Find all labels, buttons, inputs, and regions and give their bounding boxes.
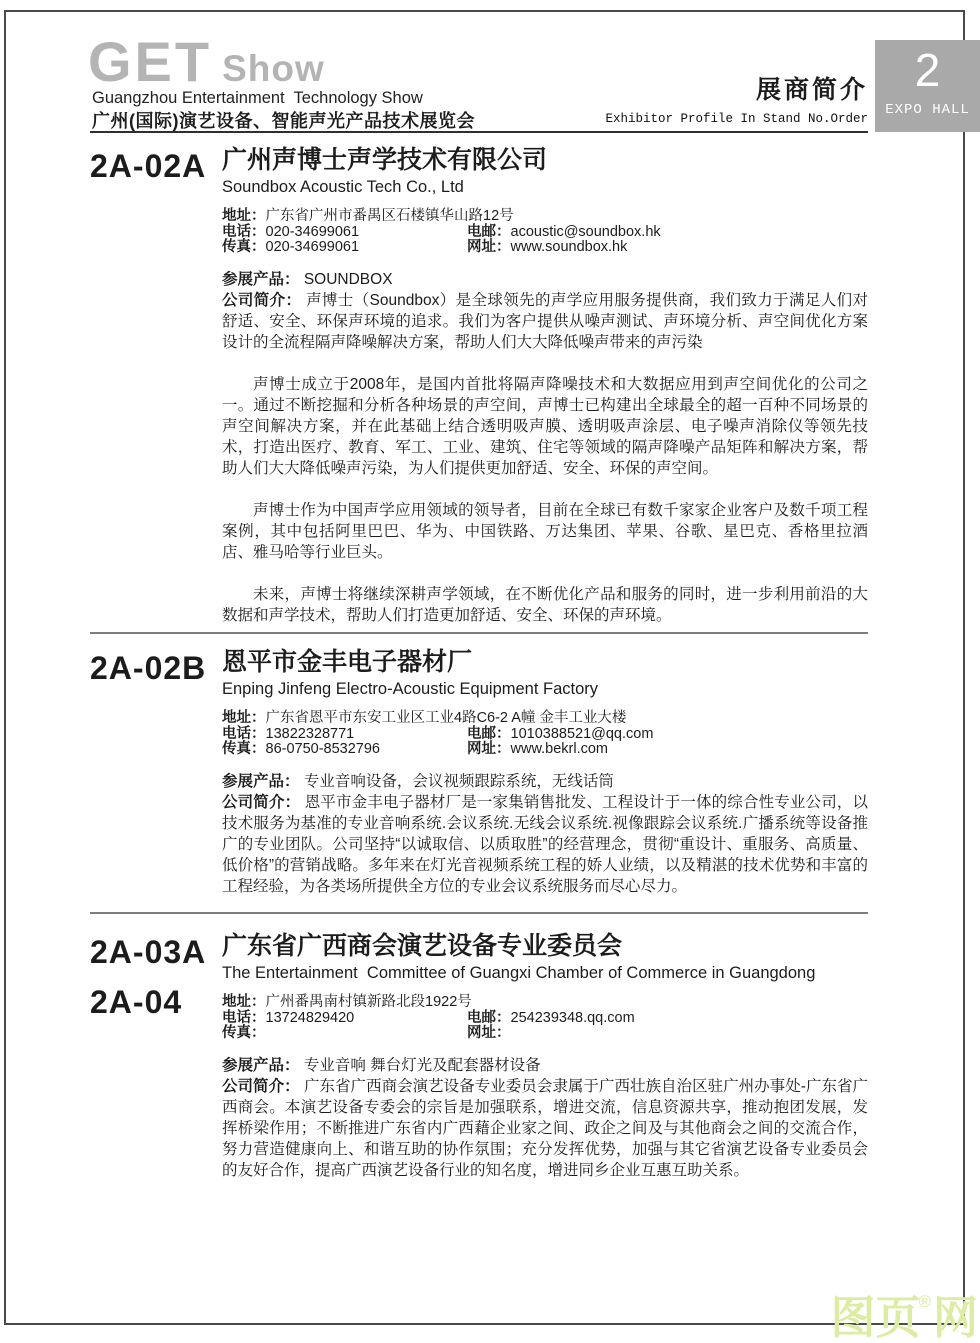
intro-first-paragraph (222, 290, 868, 353)
phone-email-row (222, 727, 868, 743)
company-name-cn: 广州声博士声学技术有限公司 (222, 146, 548, 174)
company-name-en: The Entertainment Committee of Guangxi Chamber of Commerce in Guangdong (222, 963, 816, 982)
products-label: 参展产品： (222, 773, 300, 791)
stand-number-column (90, 146, 222, 626)
contact-block (222, 209, 868, 256)
fax-website-row (222, 1026, 868, 1042)
intro-label: 公司简介： (222, 292, 302, 310)
fax-label: 传真： (222, 1025, 266, 1042)
products-value: 专业音响 舞台灯光及配套器材设备 (303, 1057, 541, 1075)
company-name-cn: 恩平市金丰电子器材厂 (222, 648, 473, 676)
phone-value: 020-34699061 (265, 223, 360, 240)
intro-text: 声博士（Soundbox）是全球领先的声学应用服务提供商，我们致力于满足人们对舒适、安全、环保声环境的追求。我们为客户提供从噪声测试、声环境分析、声空间优化方案设计的全流程隔声降噪解决方案，帮助人们大大降低噪声带来的声污染 (222, 292, 868, 352)
intro-label: 公司简介： (222, 794, 301, 812)
products-value: 专业音响设备，会议视频跟踪系统，无线话筒 (303, 773, 614, 791)
fax-value: 86-0750-8532796 (265, 741, 380, 758)
show-subtitle-en: Guangzhou Entertainment Technology Show (92, 89, 423, 107)
address-row (222, 711, 868, 727)
intro-first-paragraph (222, 792, 868, 897)
company-name-cn: 广东省广西商会演艺设备专业委员会 (222, 932, 623, 960)
company-intro (222, 1076, 868, 1181)
address-label: 地址： (222, 207, 266, 224)
intro-label: 公司简介： (222, 1078, 300, 1096)
website-value: www.bekrl.com (510, 741, 608, 758)
company-name-en: Enping Jinfeng Electro-Acoustic Equipment Factory (222, 679, 599, 698)
email-value: acoustic@soundbox.hk (510, 223, 661, 240)
company-name-en: Soundbox Acoustic Tech Co., Ltd (222, 177, 464, 196)
stand-number-column (90, 648, 222, 897)
stand-number: 2A-04 (90, 984, 183, 1021)
intro-text: 恩平市金丰电子器材厂是一家集销售批发、工程设计于一体的综合性专业公司，以技术服务为基准的专业音响系统.会议系统.无线会议系统.视像跟踪会议系统.广播系统等设备推广的专业团队。公司坚持“以诚取信、以质取胜”的经营理念，贯彻“重设计、重服务、高质量、低价格”的营销战略。多年来在灯光音视频系统工程的娇人业绩，以及精湛的技术优势和丰富的工程经验，为各类场所提供全方位的专业会议系统服务而尽心尽力。 (222, 794, 868, 896)
header-rule (90, 131, 868, 133)
hall-label: EXPO HALL (885, 102, 970, 118)
email-label: 电邮： (467, 223, 511, 240)
intro-paragraph: 未来，声博士将继续深耕声学领域，在不断优化产品和服务的同时，进一步利用前沿的大数据和声学技术，帮助人们打造更加舒适、安全、环保的声环境。 (222, 586, 868, 625)
products-line (222, 771, 868, 792)
company-intro (222, 290, 868, 626)
fax-label: 传真： (222, 741, 266, 758)
email-value: 1010388521@qq.com (510, 725, 654, 742)
fax-website-row (222, 240, 868, 256)
phone-value: 13724829420 (265, 1009, 355, 1026)
phone-label: 电话： (222, 1009, 266, 1026)
hall-number: 2 (914, 44, 941, 96)
registered-mark-icon: ® (918, 1292, 931, 1311)
intro-text: 广东省广西商会演艺设备专业委员会隶属于广西壮族自治区驻广州办事处-广东省广西商会。本演艺设备专委会的宗旨是加强联系，增进交流，信息资源共享，推动抱团发展，发挥桥梁作用；不断推进广东省内广西藉企业家之间、政企之间及与其他商会之间的交流合作，努力营造健康向上、和谐互助的协作氛围；充分发挥优势，加强与其它省演艺设备专业委员会的友好合作，提高广西演艺设备行业的知名度，增进同乡企业互惠互助关系。 (222, 1078, 868, 1180)
page-title: 展商简介 (755, 76, 868, 104)
entry-divider (90, 632, 868, 634)
stand-number: 2A-02B (90, 650, 207, 686)
phone-email-row (222, 225, 868, 241)
logo-show-text: Show (222, 48, 325, 89)
contact-block (222, 711, 868, 758)
address-row (222, 995, 868, 1011)
exhibitor-entry (90, 648, 868, 897)
products-line (222, 1055, 868, 1076)
stand-number-column (90, 932, 222, 1181)
website-label: 网址： (467, 239, 511, 256)
address-label: 地址： (222, 993, 266, 1010)
exhibitor-details (222, 146, 868, 626)
fax-label: 传真： (222, 239, 266, 256)
address-value: 广东省广州市番禺区石楼镇华山路12号 (265, 207, 514, 224)
email-label: 电邮： (467, 725, 511, 742)
company-intro (222, 792, 868, 897)
email-label: 电邮： (467, 1009, 511, 1026)
phone-email-row (222, 1011, 868, 1027)
entry-divider (90, 912, 868, 914)
intro-first-paragraph (222, 1076, 868, 1181)
phone-value: 13822328771 (265, 725, 355, 742)
exhibitor-details (222, 648, 868, 897)
exhibitor-entry (90, 146, 868, 626)
products-value: SOUNDBOX (303, 271, 393, 289)
fax-value: 020-34699061 (265, 239, 360, 256)
fax-website-row (222, 742, 868, 758)
stand-number: 2A-03A (90, 934, 207, 970)
website-value: www.soundbox.hk (510, 239, 628, 256)
products-label: 参展产品： (222, 1057, 300, 1075)
get-show-logo (88, 30, 325, 93)
exhibitor-entry (90, 932, 868, 1181)
website-label: 网址： (467, 741, 511, 758)
phone-label: 电话： (222, 725, 266, 742)
exhibitor-details (222, 932, 868, 1181)
contact-block (222, 995, 868, 1042)
stand-number: 2A-02A (90, 148, 207, 184)
products-label: 参展产品： (222, 271, 300, 289)
email-value: 254239348.qq.com (510, 1009, 635, 1026)
watermark-text-right: 网 (932, 1292, 978, 1343)
logo-get-text: GET (88, 30, 213, 93)
website-label: 网址： (467, 1025, 511, 1042)
phone-label: 电话： (222, 223, 266, 240)
address-row (222, 209, 868, 225)
address-value: 广东省恩平市东安工业区工业4路C6-2 A幢 金丰工业大楼 (265, 709, 627, 726)
page-title-en: Exhibitor Profile In Stand No.Order (605, 112, 868, 126)
products-line (222, 269, 868, 290)
address-label: 地址： (222, 709, 266, 726)
intro-paragraph: 声博士作为中国声学应用领域的领导者，目前在全球已有数千家家企业客户及数千项工程案例，其中包括阿里巴巴、华为、中国铁路、万达集团、苹果、谷歌、星巴克、香格里拉酒店、雅马哈等行业巨头。 (222, 502, 868, 562)
show-subtitle-cn: 广州(国际)演艺设备、智能声光产品技术展览会 (92, 111, 475, 131)
tuyewang-watermark-logo (830, 1292, 978, 1343)
intro-paragraph: 声博士成立于2008年，是国内首批将隔声降噪技术和大数据应用到声空间优化的公司之一。通过不断挖掘和分析各种场景的声空间，声博士已构建出全球最全的超一百种不同场景的声空间解决方案，并在此基础上结合透明吸声膜、透明吸声涂层、电子噪声消除仪等领先技术，打造出医疗、教育、军工、工业、建筑、住宅等领域的隔声降噪产品矩阵和解决方案，帮助人们大大降低噪声污染，为人们提供更加舒适、安全、环保的声空间。 (222, 376, 868, 478)
address-value: 广州番禺南村镇新路北段1922号 (265, 993, 472, 1010)
expo-hall-badge (875, 40, 980, 132)
watermark-text-left: 图页 (830, 1292, 921, 1343)
